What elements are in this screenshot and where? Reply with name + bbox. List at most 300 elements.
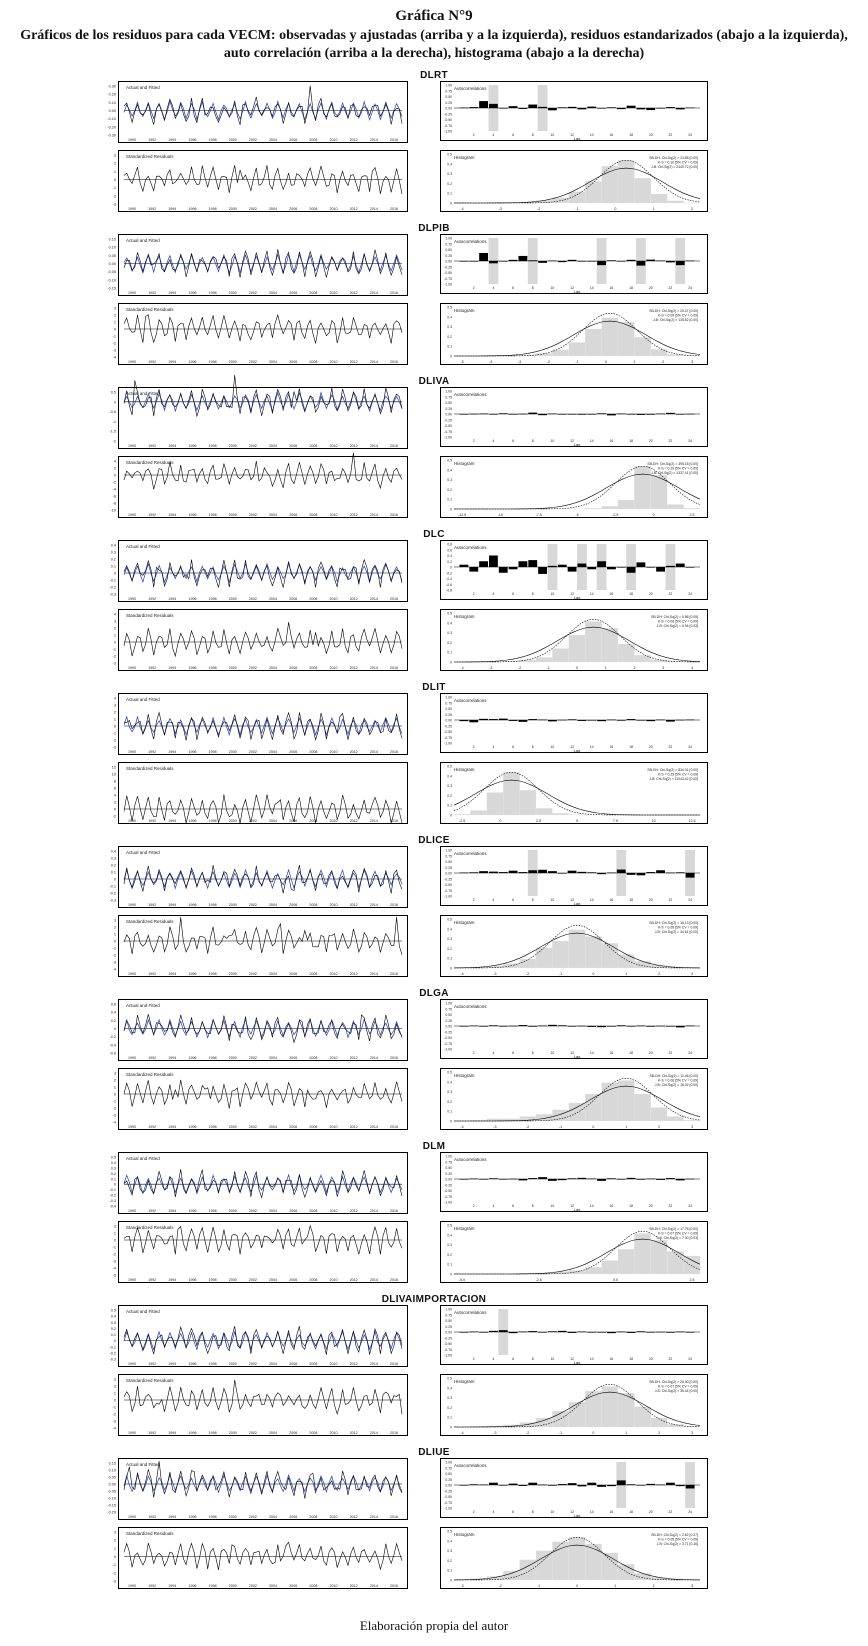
y-tick-label: 0.25 bbox=[445, 1477, 452, 1482]
panel-actual-fitted bbox=[109, 999, 408, 1061]
x-tick-label: 2012 bbox=[349, 1209, 358, 1213]
normality-stat: J-B: Chi-Sq(2) = 16.02 [0.00] bbox=[654, 1083, 698, 1087]
lag-axis-label: Lag bbox=[573, 1207, 581, 1212]
x-tick-label: 1994 bbox=[168, 291, 177, 295]
x-tick-label: 2 bbox=[658, 1431, 661, 1435]
acf-bar bbox=[519, 414, 528, 415]
acf-bar bbox=[627, 1332, 636, 1333]
histogram-bar bbox=[667, 354, 683, 356]
x-tick-label: 2004 bbox=[269, 1431, 278, 1435]
acf-bar bbox=[558, 1179, 567, 1180]
y-tick-label: 2 bbox=[113, 1384, 116, 1389]
panel-std-residuals bbox=[112, 1221, 408, 1283]
y-tick-label: -0.25 bbox=[444, 112, 452, 117]
y-tick-label: 0.50 bbox=[445, 1013, 452, 1017]
acf-bar bbox=[558, 261, 567, 262]
y-tick-label: 0.1 bbox=[110, 564, 116, 569]
x-tick-label: 2000 bbox=[228, 972, 237, 976]
x-tick-label: -3 bbox=[489, 666, 493, 670]
acf-bar bbox=[627, 1026, 636, 1027]
x-tick-label: 1992 bbox=[148, 513, 157, 517]
lag-tick-label: 10 bbox=[550, 1357, 555, 1361]
x-tick-label: 2000 bbox=[228, 903, 237, 907]
y-tick-label: -0.4 bbox=[109, 1043, 116, 1048]
y-tick-label: 0.4 bbox=[110, 543, 116, 548]
y-tick-label: 0 bbox=[450, 354, 452, 359]
lag-tick-label: 4 bbox=[492, 286, 495, 290]
lag-tick-label: 4 bbox=[492, 898, 495, 902]
acf-bar bbox=[646, 1179, 655, 1180]
x-tick-label: 0.0 bbox=[612, 1278, 618, 1282]
lag-tick-label: 20 bbox=[648, 439, 653, 443]
lag-tick-label: 10 bbox=[550, 133, 555, 137]
acf-bar bbox=[568, 567, 577, 572]
histogram-bar bbox=[585, 937, 601, 969]
lag-tick-label: 24 bbox=[688, 1204, 692, 1208]
y-tick-label: 0 bbox=[113, 939, 116, 944]
acf-bar bbox=[666, 1483, 675, 1485]
x-tick-label: 0 bbox=[576, 666, 578, 670]
residuals-chart bbox=[112, 609, 408, 671]
x-tick-label: 2 bbox=[652, 1584, 655, 1588]
y-tick-label: 2 bbox=[113, 710, 116, 715]
lag-tick-label: 2 bbox=[472, 745, 475, 749]
x-tick-label: 1992 bbox=[148, 1056, 157, 1060]
lag-tick-label: 8 bbox=[531, 133, 534, 137]
lag-tick-label: 14 bbox=[589, 286, 594, 290]
y-tick-label: 1.00 bbox=[445, 1307, 452, 1312]
acf-bar bbox=[469, 1179, 478, 1180]
y-tick-label: -0.25 bbox=[444, 724, 452, 729]
histogram-bar bbox=[585, 1267, 601, 1274]
panel-frame bbox=[119, 1069, 408, 1130]
lag-tick-label: 8 bbox=[531, 439, 534, 443]
acf-bar bbox=[499, 567, 508, 573]
y-tick-label: 0.2 bbox=[447, 1558, 452, 1563]
panel-actual-fitted bbox=[109, 540, 408, 602]
x-tick-label: 2000 bbox=[228, 666, 237, 670]
y-tick-label: -4 bbox=[112, 1266, 116, 1271]
panel-histogram bbox=[440, 1374, 708, 1436]
y-tick-label: 0.2 bbox=[447, 946, 452, 951]
y-tick-label: 0.5 bbox=[447, 458, 452, 463]
panel-std-residuals bbox=[112, 1068, 408, 1130]
y-tick-label: -4 bbox=[112, 355, 116, 360]
y-tick-label: -0.1 bbox=[109, 884, 116, 889]
autocorrelation-chart bbox=[440, 846, 708, 906]
acf-bar bbox=[686, 1332, 695, 1333]
acf-bar bbox=[637, 261, 646, 266]
y-tick-label: -0.4 bbox=[446, 577, 452, 581]
residuals-chart bbox=[110, 456, 408, 518]
acf-bar bbox=[637, 873, 646, 875]
lag-tick-label: 6 bbox=[512, 1510, 515, 1514]
y-tick-label: 3 bbox=[113, 703, 116, 708]
acf-bar bbox=[666, 107, 675, 108]
y-tick-label: -0.10 bbox=[107, 1496, 116, 1501]
acf-bar bbox=[479, 1485, 488, 1486]
panel-autocorrelation bbox=[440, 1152, 708, 1212]
x-tick-label: 2010 bbox=[329, 972, 338, 976]
x-tick-label: 1 bbox=[625, 1125, 628, 1129]
y-tick-label: 0.25 bbox=[445, 712, 452, 717]
y-tick-label: 0 bbox=[450, 507, 452, 512]
x-tick-label: -2 bbox=[537, 207, 541, 211]
acf-bar bbox=[568, 1178, 577, 1179]
acf-bar bbox=[637, 720, 646, 721]
panel-autocorrelation bbox=[440, 387, 708, 447]
acf-bar bbox=[597, 108, 606, 109]
acf-bar bbox=[607, 1485, 616, 1486]
lag-tick-label: 6 bbox=[512, 745, 515, 749]
y-tick-label: 1 bbox=[113, 169, 116, 174]
acf-bar bbox=[479, 253, 488, 261]
y-tick-label: 0.10 bbox=[108, 1468, 116, 1473]
lag-tick-label: 18 bbox=[629, 1051, 633, 1055]
acf-bar bbox=[568, 260, 577, 261]
x-tick-label: 1994 bbox=[168, 1209, 177, 1213]
y-tick-label: -0.15 bbox=[107, 1503, 116, 1508]
lag-tick-label: 10 bbox=[550, 1051, 555, 1055]
y-tick-label: 8 bbox=[113, 779, 116, 784]
y-tick-label: -1.00 bbox=[444, 282, 452, 287]
x-tick-label: 2 bbox=[662, 360, 665, 364]
lag-tick-label: 12 bbox=[570, 1051, 574, 1055]
histogram-bar bbox=[684, 1426, 700, 1427]
x-tick-label: 2006 bbox=[289, 1515, 298, 1519]
panel-std-residuals bbox=[111, 762, 408, 824]
x-tick-label: 2010 bbox=[329, 750, 338, 754]
acf-bar bbox=[587, 567, 596, 569]
lag-tick-label: 10 bbox=[550, 745, 555, 749]
y-tick-label: -1 bbox=[112, 334, 116, 339]
y-tick-label: 0 bbox=[113, 571, 116, 576]
lag-tick-label: 4 bbox=[492, 439, 495, 443]
y-tick-label: 0.50 bbox=[445, 1166, 452, 1170]
acf-bar bbox=[617, 261, 626, 262]
y-tick-label: 0.6 bbox=[447, 548, 452, 553]
y-tick-label: 0.3 bbox=[447, 478, 452, 483]
y-tick-label: 0 bbox=[113, 1238, 116, 1243]
x-tick-label: 1994 bbox=[168, 207, 177, 211]
y-tick-label: 2 bbox=[113, 925, 116, 930]
y-tick-label: 0.3 bbox=[447, 172, 452, 177]
x-tick-label: 1992 bbox=[148, 1362, 157, 1366]
x-tick-label: 2012 bbox=[349, 750, 358, 754]
lag-tick-label: 12 bbox=[570, 898, 574, 902]
y-tick-label: -3 bbox=[112, 1579, 116, 1584]
x-tick-label: 2012 bbox=[349, 972, 358, 976]
y-tick-label: 0.4 bbox=[447, 1539, 452, 1544]
x-tick-label: 2014 bbox=[369, 666, 378, 670]
y-tick-label: 0.75 bbox=[445, 854, 452, 859]
histogram-bar bbox=[552, 198, 568, 203]
acf-bar bbox=[637, 1331, 646, 1332]
y-tick-label: 0.2 bbox=[447, 181, 452, 186]
acf-bar bbox=[676, 720, 685, 721]
acf-bar bbox=[686, 414, 695, 415]
acf-bar bbox=[627, 106, 636, 108]
x-tick-label: 2002 bbox=[248, 1209, 257, 1213]
normality-stat: SB-DH: Chi-Sq(2) = 2.62 [0.27] bbox=[651, 1533, 698, 1537]
acf-bar bbox=[578, 872, 587, 873]
x-tick-label: 2014 bbox=[369, 750, 378, 754]
x-tick-label: 2.5 bbox=[689, 1278, 695, 1282]
x-tick-label: -1 bbox=[575, 207, 579, 211]
x-tick-label: 2008 bbox=[309, 513, 318, 517]
label-histogram: Histogram bbox=[454, 920, 475, 925]
acf-bar bbox=[528, 719, 537, 720]
acf-bar bbox=[637, 414, 646, 415]
y-tick-label: 0.2 bbox=[447, 1252, 452, 1257]
acf-bar bbox=[499, 1179, 508, 1180]
x-tick-label: 2016 bbox=[390, 1125, 398, 1129]
residuals-chart bbox=[112, 915, 408, 977]
x-tick-label: 2006 bbox=[289, 513, 298, 517]
x-tick-label: 2000 bbox=[228, 750, 237, 754]
acf-bar bbox=[646, 1484, 655, 1485]
x-tick-label: 1996 bbox=[188, 1125, 197, 1129]
x-tick-label: 1998 bbox=[208, 138, 217, 142]
y-tick-label: 0.00 bbox=[108, 1482, 116, 1487]
y-tick-label: -1 bbox=[112, 419, 116, 424]
y-tick-label: -0.50 bbox=[444, 1342, 452, 1346]
panel-autocorrelation bbox=[440, 1458, 708, 1518]
x-tick-label: 2008 bbox=[309, 903, 318, 907]
acf-bar bbox=[489, 1178, 498, 1179]
x-tick-label: 2002 bbox=[248, 207, 257, 211]
x-tick-label: 2008 bbox=[309, 1125, 318, 1129]
x-tick-label: 1996 bbox=[188, 1515, 197, 1519]
x-tick-label: 2014 bbox=[369, 1431, 378, 1435]
acf-bar bbox=[617, 870, 626, 873]
acf-bar bbox=[686, 108, 695, 109]
x-tick-label: 1998 bbox=[208, 444, 217, 448]
y-tick-label: 4 bbox=[113, 612, 116, 617]
x-tick-label: 2016 bbox=[390, 360, 398, 364]
acf-bar bbox=[676, 414, 685, 415]
x-tick-label: 2010 bbox=[329, 819, 338, 823]
x-tick-label: 1990 bbox=[128, 666, 136, 670]
vecm-name: DLIUE bbox=[418, 1447, 450, 1458]
acf-bar bbox=[548, 871, 557, 873]
x-tick-label: 0 bbox=[592, 1431, 595, 1435]
histogram-bar bbox=[569, 1270, 585, 1274]
acf-bar bbox=[479, 1179, 488, 1180]
acf-bar bbox=[627, 260, 636, 261]
x-tick-label: 2012 bbox=[349, 1584, 358, 1588]
y-tick-label: 0.10 bbox=[108, 245, 116, 250]
acf-bar bbox=[528, 1026, 537, 1027]
y-tick-label: -0.5 bbox=[109, 410, 116, 415]
x-tick-label: 2014 bbox=[369, 1056, 378, 1060]
histogram-bar bbox=[520, 790, 536, 815]
acf-bar bbox=[568, 107, 577, 108]
y-tick-label: 0.1 bbox=[110, 1333, 116, 1337]
histogram-bar bbox=[684, 508, 700, 509]
acf-bar bbox=[676, 108, 685, 109]
acf-bar bbox=[538, 1485, 547, 1486]
acf-bar bbox=[676, 564, 685, 567]
histogram-bar bbox=[651, 660, 667, 662]
acf-bar bbox=[469, 720, 478, 722]
x-tick-label: 1994 bbox=[168, 444, 177, 448]
y-tick-label: 0.1 bbox=[447, 956, 452, 961]
x-tick-label: -1 bbox=[558, 1125, 563, 1129]
acf-bar bbox=[656, 261, 665, 262]
acf-bar bbox=[578, 1332, 587, 1333]
histogram-bar bbox=[536, 808, 552, 815]
lag-tick-label: 4 bbox=[492, 1051, 495, 1055]
x-tick-label: 1998 bbox=[208, 513, 217, 517]
vecm-panels bbox=[0, 70, 868, 1600]
x-tick-label: 2004 bbox=[269, 819, 278, 823]
acf-bar bbox=[528, 1483, 537, 1485]
y-tick-label: -0.10 bbox=[107, 278, 116, 283]
vecm-name: DLIT bbox=[422, 682, 446, 693]
acf-bar bbox=[597, 1179, 606, 1181]
lag-axis-label: Lag bbox=[573, 748, 581, 753]
label-std-residuals: Standardized Residuals bbox=[126, 1531, 174, 1536]
y-tick-label: 0.50 bbox=[445, 1319, 452, 1323]
y-tick-label: 1 bbox=[113, 1085, 116, 1090]
label-histogram: Histogram bbox=[454, 308, 475, 313]
x-tick-label: 1992 bbox=[148, 138, 157, 142]
y-tick-label: 0.3 bbox=[110, 1166, 116, 1171]
acf-bar bbox=[597, 1026, 606, 1027]
acf-bar bbox=[637, 1026, 646, 1027]
y-tick-label: 0 bbox=[450, 660, 452, 665]
x-tick-label: 1998 bbox=[208, 1056, 217, 1060]
x-tick-label: 1992 bbox=[148, 1209, 157, 1213]
lag-tick-label: 14 bbox=[589, 133, 594, 137]
x-tick-label: 1 bbox=[625, 1431, 628, 1435]
acf-bar bbox=[646, 260, 655, 261]
label-autocorrelations: Autocorrelations bbox=[454, 86, 487, 91]
y-tick-label: -0.05 bbox=[107, 270, 116, 275]
lag-tick-label: 10 bbox=[550, 1510, 555, 1514]
x-tick-label: 2006 bbox=[289, 1209, 298, 1213]
y-tick-label: 0.1 bbox=[447, 803, 452, 808]
acf-bar bbox=[499, 1026, 508, 1027]
x-tick-label: 2004 bbox=[269, 444, 278, 448]
autocorrelation-chart bbox=[440, 999, 708, 1059]
lag-tick-label: 20 bbox=[648, 592, 653, 596]
y-tick-label: -0.50 bbox=[444, 118, 452, 122]
x-tick-label: 1992 bbox=[148, 1431, 157, 1435]
acf-bar bbox=[509, 1026, 518, 1027]
histogram-bar bbox=[651, 965, 667, 968]
acf-bar bbox=[489, 719, 498, 720]
x-tick-label: 2004 bbox=[269, 207, 278, 211]
y-tick-label: 0.1 bbox=[110, 1177, 116, 1182]
x-tick-label: 2000 bbox=[228, 360, 237, 364]
y-tick-label: -0.25 bbox=[444, 877, 452, 882]
acf-bar bbox=[528, 1331, 537, 1332]
y-tick-label: -3 bbox=[112, 1259, 116, 1264]
acf-bar bbox=[587, 414, 596, 415]
y-tick-label: -2 bbox=[112, 1252, 116, 1257]
x-tick-label: 1996 bbox=[188, 1056, 197, 1060]
histogram-bar bbox=[552, 1411, 568, 1427]
acf-bar bbox=[646, 414, 655, 415]
y-tick-label: 2 bbox=[113, 161, 116, 166]
x-tick-label: 1994 bbox=[168, 1056, 177, 1060]
y-tick-label: 0.15 bbox=[108, 237, 116, 242]
x-tick-label: -3 bbox=[460, 1584, 464, 1588]
x-tick-label: 1990 bbox=[128, 1056, 136, 1060]
label-actual-fitted: Actual and Fitted bbox=[126, 238, 160, 243]
panel-actual-fitted bbox=[107, 1458, 408, 1520]
y-tick-label: -6 bbox=[112, 494, 116, 499]
panel-std-residuals bbox=[112, 915, 408, 977]
y-tick-label: 0 bbox=[113, 1182, 116, 1187]
label-histogram: Histogram bbox=[454, 1073, 475, 1078]
y-tick-label: -1.00 bbox=[444, 435, 452, 440]
lag-tick-label: 2 bbox=[472, 1204, 475, 1208]
x-tick-label: 2012 bbox=[349, 360, 358, 364]
acf-bar bbox=[538, 567, 547, 574]
vecm-block-dliva bbox=[0, 376, 868, 529]
histogram-bar bbox=[569, 1537, 585, 1580]
acf-bar bbox=[519, 256, 528, 261]
y-tick-label: 4 bbox=[113, 459, 116, 464]
label-autocorrelations: Autocorrelations bbox=[454, 1310, 487, 1315]
acf-bar bbox=[499, 1485, 508, 1486]
acf-bar bbox=[479, 101, 488, 108]
acf-bar bbox=[548, 1331, 557, 1332]
x-tick-label: 2016 bbox=[390, 1278, 398, 1282]
acf-bar bbox=[607, 1178, 616, 1179]
histogram-bar bbox=[602, 943, 618, 968]
x-tick-label: 0 bbox=[604, 360, 607, 364]
x-tick-label: 2008 bbox=[309, 597, 318, 601]
vecm-block-dliue bbox=[0, 1447, 868, 1600]
lag-tick-label: 20 bbox=[648, 1510, 653, 1514]
y-tick-label: 12 bbox=[111, 765, 116, 770]
acf-bar bbox=[538, 1026, 547, 1027]
acf-bar bbox=[469, 1026, 478, 1027]
y-tick-label: -1 bbox=[112, 1563, 116, 1568]
normality-stat: K-S = 0.06 [5% CV = 0.09] bbox=[658, 1078, 698, 1083]
y-tick-label: 0.4 bbox=[447, 621, 452, 626]
normality-stat: J-B: Chi-Sq(2) = 11043.42 [0.00] bbox=[649, 777, 698, 781]
x-tick-label: 2008 bbox=[309, 1209, 318, 1213]
x-tick-label: 2006 bbox=[289, 972, 298, 976]
x-tick-label: 1996 bbox=[188, 138, 197, 142]
x-tick-label: 1992 bbox=[148, 291, 157, 295]
y-tick-label: -0.10 bbox=[107, 117, 116, 122]
x-tick-label: 2004 bbox=[269, 1515, 278, 1519]
x-tick-label: 1990 bbox=[128, 1584, 136, 1588]
x-tick-label: 2010 bbox=[329, 1362, 338, 1366]
x-tick-label: 2004 bbox=[269, 1056, 278, 1060]
y-tick-label: 0.75 bbox=[445, 1466, 452, 1471]
x-tick-label: 2006 bbox=[289, 1278, 298, 1282]
x-tick-label: 2006 bbox=[289, 1056, 298, 1060]
x-tick-label: 1990 bbox=[128, 1209, 136, 1213]
acf-bar bbox=[656, 414, 665, 415]
histogram-bar bbox=[667, 1252, 683, 1275]
acf-bar bbox=[587, 872, 596, 873]
y-tick-label: -2 bbox=[112, 439, 116, 444]
vecm-block-dlrt bbox=[0, 70, 868, 223]
y-tick-label: 0.5 bbox=[447, 1529, 452, 1534]
x-tick-label: 2002 bbox=[248, 444, 257, 448]
x-tick-label: -7.5 bbox=[535, 513, 542, 517]
acf-bar bbox=[627, 567, 636, 573]
y-tick-label: -2 bbox=[112, 953, 116, 958]
